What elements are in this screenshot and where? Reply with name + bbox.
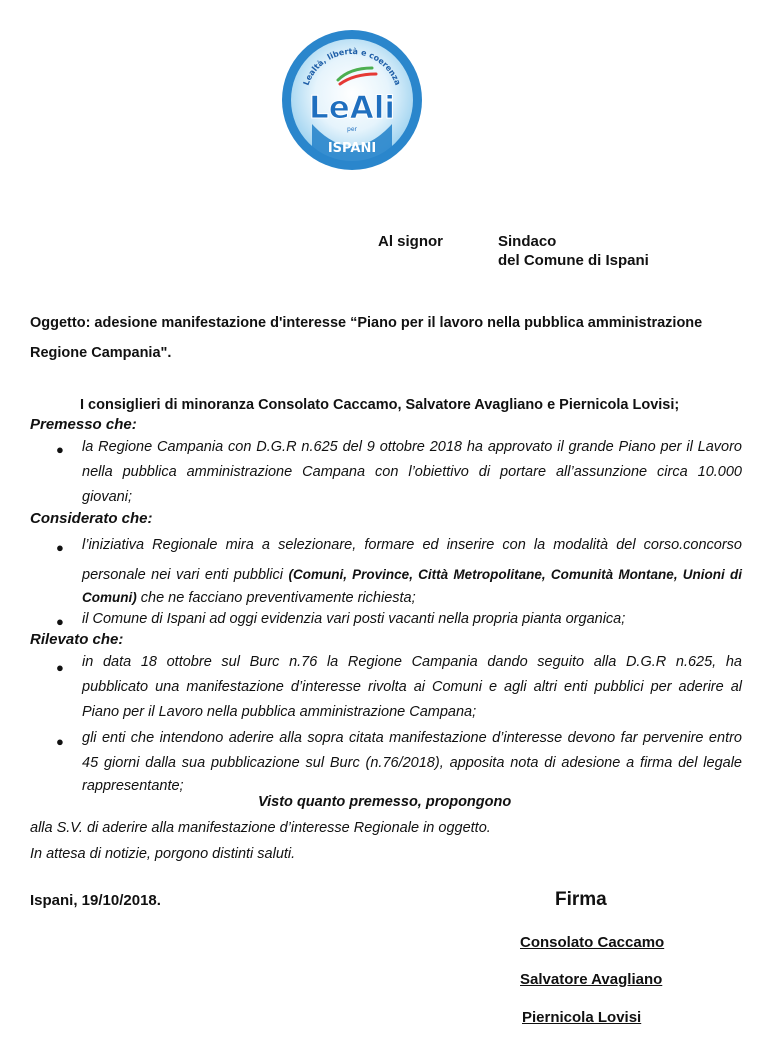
- bullet-icon: ●: [56, 540, 64, 555]
- text-line: il Comune di Ispani ad oggi evidenzia vari posti vacanti nella propria pianta organica;: [82, 611, 626, 627]
- bullet-icon: ●: [56, 614, 64, 629]
- text-line: nella pubblica amministrazione Campana con l’obiettivo di portare all’assunzione circa 10.000: [82, 464, 742, 480]
- text-line: la Regione Campania con D.G.R n.625 del 9 ottobre 2018 ha approvato il grande Piano per il Lavoro: [82, 439, 742, 455]
- address-line2: del Comune di Ispani: [498, 252, 649, 269]
- subject-line2: Regione Campania".: [30, 345, 172, 361]
- premesso-item-1: [82, 435, 742, 510]
- signature-name-1: Consolato Caccamo: [520, 934, 665, 951]
- considerato-item-1: [82, 533, 742, 608]
- signature-name-2: Salvatore Avagliano: [520, 971, 663, 988]
- text-line: [82, 587, 742, 608]
- text-line: 45 giorni dalla sua pubblicazione sul Burc (n.76/2018), apposita nota di adesione a firma del legale: [82, 755, 742, 771]
- logo-place: ISPANI: [327, 141, 377, 156]
- considerato-heading: Considerato che:: [30, 510, 153, 527]
- rilevato-item-1: [82, 650, 742, 725]
- subject: [30, 308, 750, 368]
- signature-name-3: Piernicola Lovisi: [522, 1009, 642, 1026]
- place-date: Ispani, 19/10/2018.: [30, 892, 161, 909]
- bullet-icon: ●: [56, 442, 64, 457]
- bullet-icon: ●: [56, 660, 64, 675]
- text-line: Piano per il Lavoro nella pubblica amministrazione Campana;: [82, 704, 477, 720]
- text-line: [82, 562, 742, 587]
- signature-label: Firma: [555, 889, 607, 910]
- leali-logo: [280, 28, 424, 172]
- text-line: gli enti che intendono aderire alla sopra citata manifestazione d’interesse devono far pervenire entro: [82, 730, 742, 746]
- rilevato-item-2: [82, 726, 742, 796]
- address-line1: Sindaco: [498, 233, 557, 250]
- closing-line1: alla S.V. di aderire alla manifestazione d’interesse Regionale in oggetto.: [30, 820, 491, 836]
- premesso-heading: Premesso che:: [30, 416, 137, 433]
- subject-line1: Oggetto: adesione manifestazione d'interesse “Piano per il lavoro nella pubblica amministrazione: [30, 315, 703, 331]
- text-fragment: che ne facciano preventivamente richiesta;: [136, 590, 416, 606]
- text-fragment-bold: Comuni): [82, 590, 137, 605]
- considerato-item-2: [82, 608, 742, 630]
- text-line: rappresentante;: [82, 778, 184, 794]
- text-fragment-bold: (Comuni, Province, Città Metropolitane, Comunità Montane, Unioni di: [288, 567, 742, 582]
- logo-motto: Lealtà, libertà e coerenza: [301, 46, 403, 87]
- visto-line: Visto quanto premesso, propongono: [258, 794, 512, 810]
- text-line: in data 18 ottobre sul Burc n.76 la Regione Campania dando seguito alla D.G.R n.625, ha: [82, 654, 742, 670]
- text-line: pubblicato una manifestazione d’interesse rivolta ai Comuni e agli altri enti pubblici per aderire al: [82, 679, 742, 695]
- address-label: Al signor: [378, 233, 444, 250]
- bullet-icon: ●: [56, 734, 64, 749]
- text-fragment: personale nei vari enti pubblici: [82, 567, 289, 583]
- logo-brand: LeAli: [308, 90, 396, 126]
- logo-per: per: [347, 126, 357, 133]
- intro-line: I consiglieri di minoranza Consolato Caccamo, Salvatore Avagliano e Piernicola Lovisi;: [80, 397, 680, 413]
- rilevato-heading: Rilevato che:: [30, 631, 124, 648]
- closing-line2: In attesa di notizie, porgono distinti saluti.: [30, 846, 296, 862]
- text-line: giovani;: [82, 489, 132, 505]
- text-line: l’iniziativa Regionale mira a selezionare, formare ed inserire con la modalità del corso.concorso: [82, 537, 742, 553]
